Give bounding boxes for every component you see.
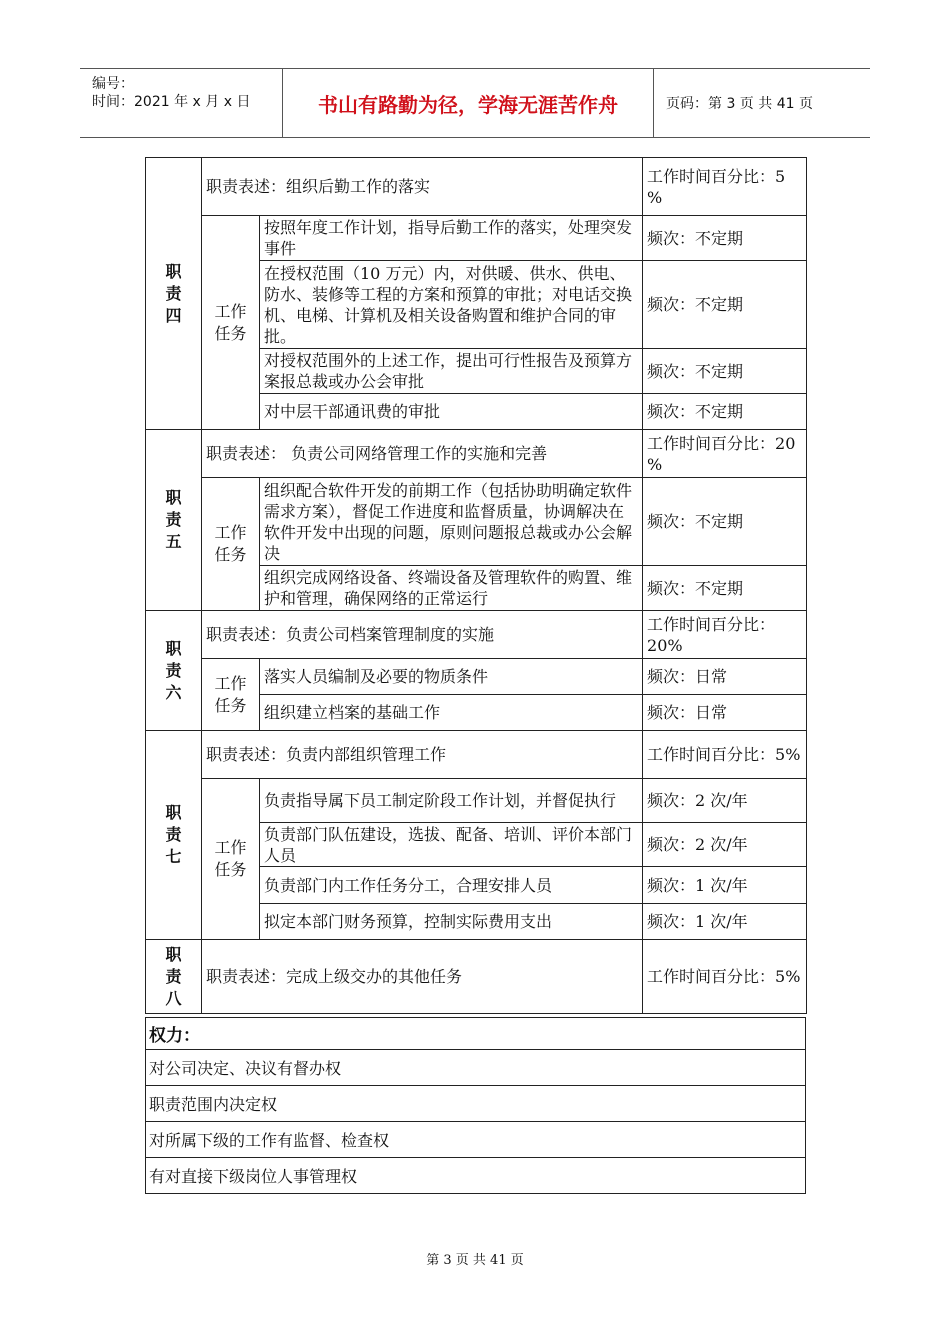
header-meta <box>80 69 283 137</box>
task-text: 拟定本部门财务预算，控制实际费用支出 <box>260 904 643 940</box>
date-line: 时间：2021 年 x 月 x 日 <box>92 94 251 110</box>
task-frequency: 频次：2 次/年 <box>643 823 807 867</box>
time-percent: 工作时间百分比：20% <box>643 611 807 659</box>
duty-description: 职责表述： 负责公司网络管理工作的实施和完善 <box>202 430 643 478</box>
right-item: 职责范围内决定权 <box>146 1086 806 1122</box>
task-frequency: 频次：不定期 <box>643 349 807 394</box>
task-text: 按照年度工作计划，指导后勤工作的落实，处理突发事件 <box>260 216 643 261</box>
code-label: 编号： <box>92 76 134 92</box>
duty-label: 职责八 <box>146 940 202 1014</box>
task-text: 负责部门内工作任务分工，合理安排人员 <box>260 867 643 904</box>
page-header <box>80 68 870 138</box>
header-motto: 书山有路勤为径，学海无涯苦作舟 <box>283 69 654 137</box>
task-text: 对授权范围外的上述工作，提出可行性报告及预算方案报总裁或办公会审批 <box>260 349 643 394</box>
duty-table <box>145 157 807 1014</box>
tasks-label: 工作任务 <box>202 659 260 731</box>
tasks-label: 工作任务 <box>202 478 260 611</box>
task-text: 落实人员编制及必要的物质条件 <box>260 659 643 695</box>
duty-description: 职责表述：负责内部组织管理工作 <box>202 731 643 779</box>
task-text: 负责指导属下员工制定阶段工作计划，并督促执行 <box>260 779 643 823</box>
duty-description: 职责表述：负责公司档案管理制度的实施 <box>202 611 643 659</box>
task-frequency: 频次：不定期 <box>643 216 807 261</box>
task-frequency: 频次：日常 <box>643 659 807 695</box>
right-item: 对所属下级的工作有监督、检查权 <box>146 1122 806 1158</box>
task-frequency: 频次：1 次/年 <box>643 867 807 904</box>
duty-description: 职责表述：组织后勤工作的落实 <box>202 158 643 216</box>
duty-label: 职责四 <box>146 158 202 430</box>
time-percent: 工作时间百分比：5% <box>643 731 807 779</box>
task-text: 组织配合软件开发的前期工作（包括协助明确定软件需求方案），督促工作进度和监督质量，协调解决在软件开发中出现的问题，原则问题报总裁或办公会解决 <box>260 478 643 566</box>
task-frequency: 频次：不定期 <box>643 394 807 430</box>
task-frequency: 频次：2 次/年 <box>643 779 807 823</box>
rights-table <box>145 1017 806 1194</box>
duty-label: 职责六 <box>146 611 202 731</box>
time-percent: 工作时间百分比：20 % <box>643 430 807 478</box>
duty-label: 职责五 <box>146 430 202 611</box>
page-footer: 第 3 页 共 41 页 <box>426 1253 524 1268</box>
duty-label: 职责七 <box>146 731 202 940</box>
task-text: 负责部门队伍建设，选拔、配备、培训、评价本部门人员 <box>260 823 643 867</box>
task-frequency: 频次：不定期 <box>643 261 807 349</box>
task-text: 对中层干部通讯费的审批 <box>260 394 643 430</box>
task-text: 在授权范围（10 万元）内，对供暖、供水、供电、防水、装修等工程的方案和预算的审批；对电话交换机、电梯、计算机及相关设备购置和维护合同的审批。 <box>260 261 643 349</box>
task-frequency: 频次：不定期 <box>643 478 807 566</box>
task-frequency: 频次：日常 <box>643 695 807 731</box>
tasks-label: 工作任务 <box>202 779 260 940</box>
right-item: 有对直接下级岗位人事管理权 <box>146 1158 806 1194</box>
header-page-info: 页码：第 3 页 共 41 页 <box>666 96 813 112</box>
task-text: 组织建立档案的基础工作 <box>260 695 643 731</box>
duty-description: 职责表述：完成上级交办的其他任务 <box>202 940 643 1014</box>
rights-title: 权力： <box>146 1018 806 1050</box>
task-frequency: 频次：不定期 <box>643 566 807 611</box>
task-frequency: 频次：1 次/年 <box>643 904 807 940</box>
right-item: 对公司决定、决议有督办权 <box>146 1050 806 1086</box>
time-percent: 工作时间百分比：5 % <box>643 158 807 216</box>
tasks-label: 工作任务 <box>202 216 260 430</box>
time-percent: 工作时间百分比：5% <box>643 940 807 1014</box>
task-text: 组织完成网络设备、终端设备及管理软件的购置、维护和管理，确保网络的正常运行 <box>260 566 643 611</box>
